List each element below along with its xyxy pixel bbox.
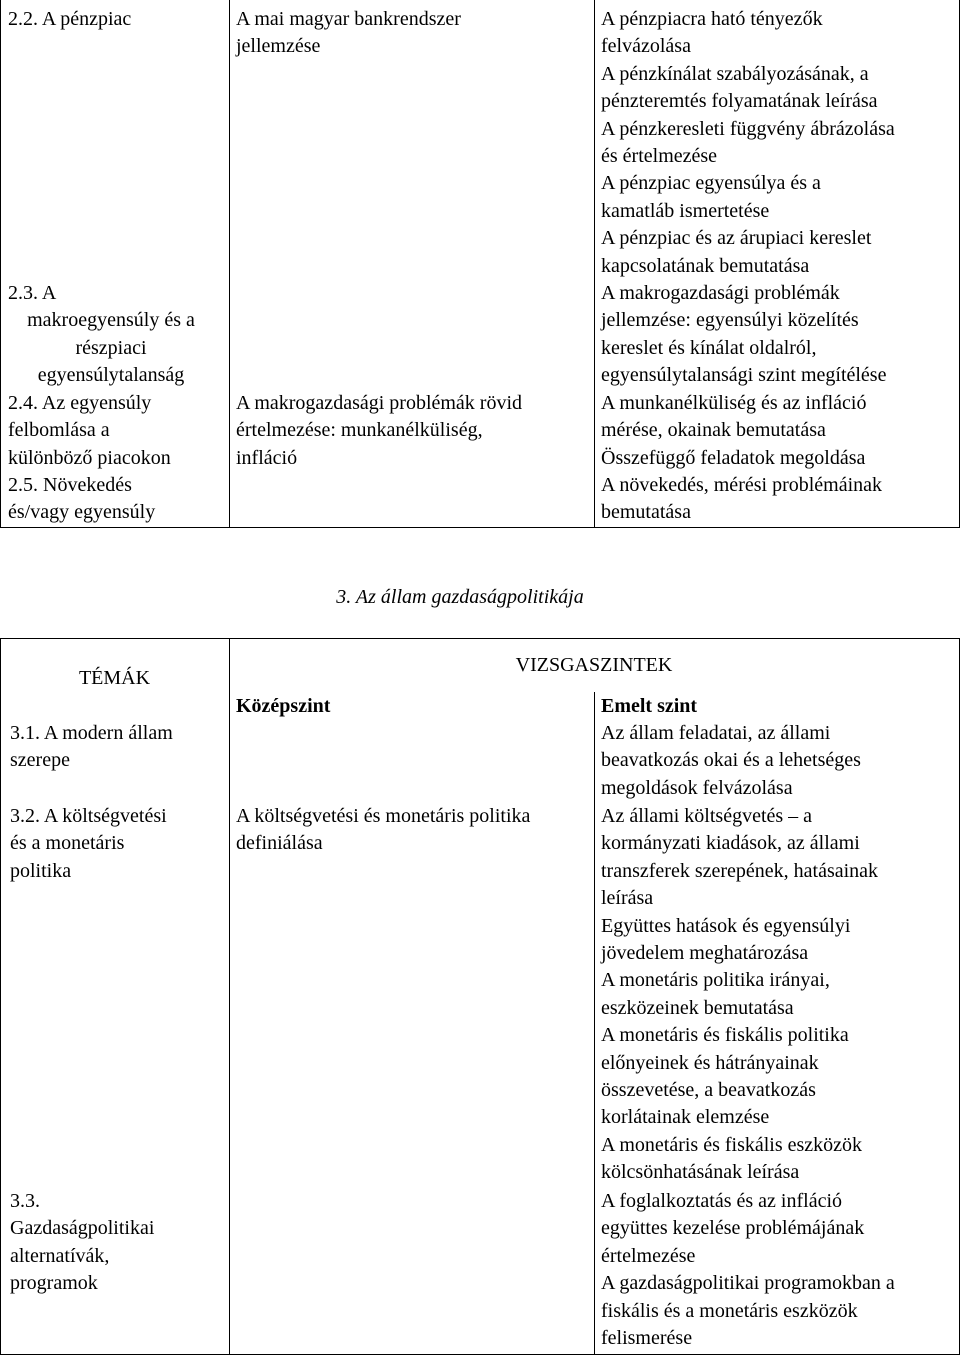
table-border xyxy=(0,638,1,1355)
cell-line: jövedelem meghatározása xyxy=(601,942,809,965)
cell-line: programok xyxy=(10,1272,98,1295)
cell-line: és/vagy egyensúly xyxy=(8,501,156,524)
cell-line: 3.3. xyxy=(10,1190,40,1212)
cell-line: pénzteremtés folyamatának leírása xyxy=(601,90,878,113)
table-border xyxy=(594,692,595,1355)
adv-level-cell xyxy=(601,1188,895,1352)
mid-level-cell xyxy=(236,803,530,858)
cell-line: jellemzése xyxy=(236,35,321,58)
cell-line: megoldások felvázolása xyxy=(601,776,793,799)
cell-line: transzferek szerepének, hatásainak xyxy=(601,859,879,882)
adv-level-cell xyxy=(601,280,886,390)
topic-cell xyxy=(10,803,167,885)
cell-line: egyensúlytalanság xyxy=(37,364,185,387)
header-exam-levels: VIZSGASZINTEK xyxy=(515,654,673,676)
cell-line: kapcsolatának bemutatása xyxy=(601,254,810,277)
cell-line: A foglalkoztatás és az infláció xyxy=(601,1190,843,1212)
cell-line: egyensúlytalansági szint megítélése xyxy=(601,364,887,387)
cell-line: alternatívák, xyxy=(10,1244,110,1267)
cell-line: A makrogazdasági problémák xyxy=(601,282,840,304)
cell-line: leírása xyxy=(601,887,654,910)
header-mid-level: Középszint xyxy=(236,695,331,717)
cell-line: 2.3. A xyxy=(8,282,57,304)
table-border xyxy=(594,0,595,527)
cell-line: különböző piacokon xyxy=(8,446,171,469)
adv-level-cell xyxy=(601,390,866,472)
cell-line: jellemzése: egyensúlyi közelítés xyxy=(601,309,859,332)
cell-line: A makrogazdasági problémák rövid xyxy=(236,392,523,414)
topic-cell xyxy=(8,280,222,390)
mid-level-cell xyxy=(236,6,461,61)
section-title: 3. Az állam gazdaságpolitikája xyxy=(336,586,584,608)
cell-line: együttes kezelése problémájának xyxy=(601,1217,865,1240)
cell-line: korlátainak elemzése xyxy=(601,1106,770,1129)
cell-line: értelmezése xyxy=(601,1244,696,1267)
cell-line: A gazdaságpolitikai programokban a xyxy=(601,1272,895,1295)
adv-level-cell xyxy=(601,472,882,527)
cell-line: 3.1. A modern állam xyxy=(10,722,173,744)
cell-line: politika xyxy=(10,859,72,882)
cell-line: Összefüggő feladatok megoldása xyxy=(601,446,866,469)
topic-cell xyxy=(8,472,155,527)
mid-level-cell xyxy=(236,390,522,472)
cell-line: A pénzpiacra ható tényezők xyxy=(601,8,823,30)
cell-line: kereslet és kínálat oldalról, xyxy=(601,336,817,359)
cell-line: A növekedés, mérési problémáinak xyxy=(601,474,883,496)
cell-line: fiskális és a monetáris eszközök xyxy=(601,1299,858,1322)
cell-line: Az állam feladatai, az állami xyxy=(601,722,831,744)
cell-line: 2.4. Az egyensúly xyxy=(8,392,152,414)
cell-line: A monetáris és fiskális eszközök xyxy=(601,1133,863,1156)
topic-cell xyxy=(10,720,173,775)
header-adv-level: Emelt szint xyxy=(601,695,698,717)
topic-cell xyxy=(10,1188,154,1298)
cell-line: és a monetáris xyxy=(10,832,125,855)
cell-line: makroegyensúly és a xyxy=(27,309,195,332)
table-border xyxy=(0,1354,960,1355)
cell-line: értelmezése: munkanélküliség, xyxy=(236,419,483,442)
cell-line: kormányzati kiadások, az állami xyxy=(601,832,860,855)
table-border xyxy=(0,0,1,527)
cell-line: A pénzpiac egyensúlya és a xyxy=(601,172,821,195)
table-border xyxy=(229,0,230,527)
cell-line: Együttes hatások és egyensúlyi xyxy=(601,914,851,937)
cell-line: felismerése xyxy=(601,1327,693,1350)
cell-line: A pénzkeresleti függvény ábrázolása xyxy=(601,117,895,140)
cell-line: Gazdaságpolitikai xyxy=(10,1217,155,1240)
cell-line: A költségvetési és monetáris politika xyxy=(236,805,531,827)
cell-line: felvázolása xyxy=(601,35,691,58)
cell-line: A mai magyar bankrendszer xyxy=(236,8,461,30)
cell-line: felbomlása a xyxy=(8,419,110,442)
table-border xyxy=(0,638,960,639)
cell-line: beavatkozás okai és a lehetséges xyxy=(601,749,861,772)
cell-line: eszközeinek bemutatása xyxy=(601,996,794,1019)
cell-line: 3.2. A költségvetési xyxy=(10,805,167,827)
cell-line: mérése, okainak bemutatása xyxy=(601,419,826,442)
cell-line: szerepe xyxy=(10,749,70,772)
cell-line: Az állami költségvetés – a xyxy=(601,805,813,827)
cell-line: 2.5. Növekedés xyxy=(8,474,132,496)
cell-line: kölcsönhatásának leírása xyxy=(601,1161,800,1184)
adv-level-cell xyxy=(601,6,895,280)
cell-line: előnyeinek és hátrányainak xyxy=(601,1051,819,1074)
table-border xyxy=(229,638,230,1355)
cell-line: A pénzkínálat szabályozásának, a xyxy=(601,62,869,85)
cell-line: részpiaci xyxy=(75,336,147,359)
topic-cell xyxy=(8,6,131,33)
table-border xyxy=(0,527,960,528)
cell-line: A pénzpiac és az árupiaci kereslet xyxy=(601,227,872,250)
cell-line: és értelmezése xyxy=(601,145,718,168)
cell-line: összevetése, a beavatkozás xyxy=(601,1079,816,1102)
adv-level-cell xyxy=(601,720,861,802)
cell-line: A monetáris politika irányai, xyxy=(601,969,830,992)
cell-line: definiálása xyxy=(236,832,323,855)
cell-line: A monetáris és fiskális politika xyxy=(601,1024,849,1047)
cell-line: A munkanélküliség és az infláció xyxy=(601,392,867,414)
cell-line: bemutatása xyxy=(601,501,691,524)
header-topics: TÉMÁK xyxy=(78,667,151,689)
adv-level-cell xyxy=(601,803,878,1187)
cell-line: infláció xyxy=(236,446,298,469)
topic-cell xyxy=(8,390,171,472)
cell-line: kamatláb ismertetése xyxy=(601,199,770,222)
cell-line: 2.2. A pénzpiac xyxy=(8,8,132,30)
